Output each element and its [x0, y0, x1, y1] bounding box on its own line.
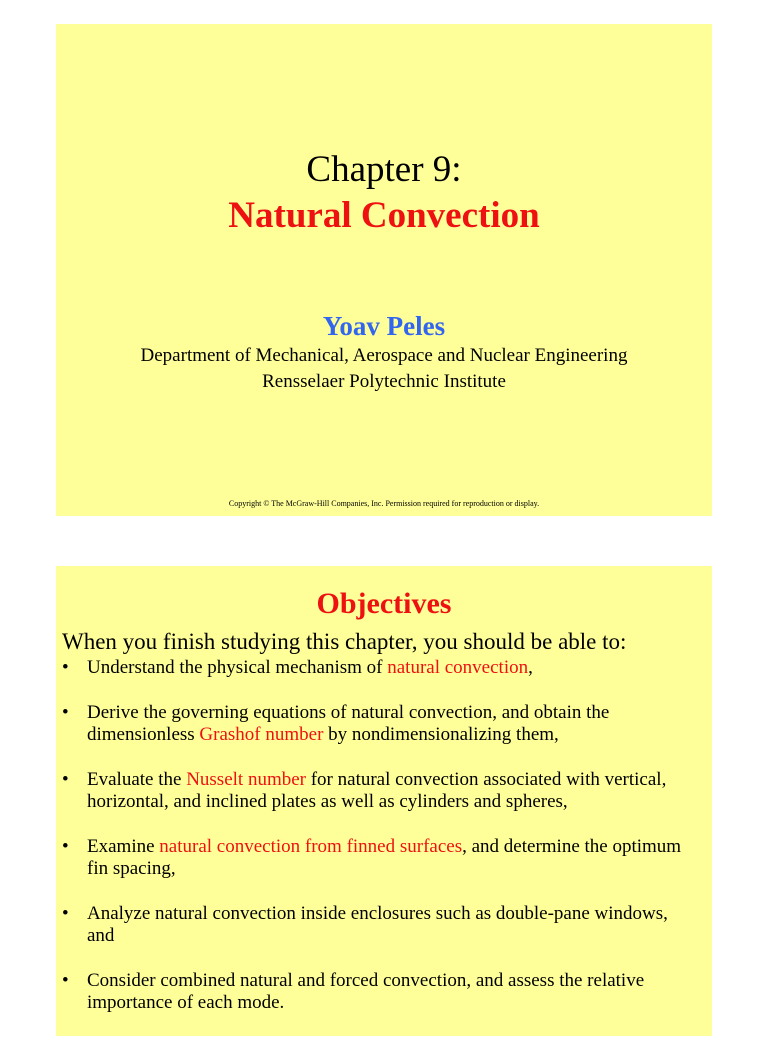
objective-text: Examine [87, 836, 160, 857]
chapter-number: Chapter 9: [306, 149, 462, 190]
objectives-slide [56, 566, 712, 1036]
copyright-notice: Copyright © The McGraw-Hill Companies, Inc. Permission required for reproduction or display. [228, 499, 540, 508]
objective-text: Analyze natural convection inside enclosures such as double-pane windows, and [87, 903, 668, 946]
objective-highlight: natural convection [387, 657, 529, 678]
objective-highlight: Grashof number [199, 724, 324, 745]
objectives-intro: When you finish studying this chapter, you should be able to: [62, 629, 627, 654]
objective-text: Derive the governing equations of natural convection, and obtain the dimensionless [87, 702, 610, 745]
objective-highlight: Nusselt number [186, 769, 306, 790]
objective-item [56, 970, 712, 1014]
objective-item [56, 702, 712, 746]
bullet-icon: • [62, 903, 69, 924]
objectives-list [56, 657, 712, 1037]
objective-text-end: for natural convection associated with vertical, horizontal, and inclined plates as well as cylinders and spheres, [87, 769, 667, 812]
objective-item [56, 903, 712, 947]
bullet-icon: • [62, 836, 69, 857]
objective-highlight: natural convection from finned surfaces [159, 836, 463, 857]
objective-text: Evaluate the [87, 769, 187, 790]
objective-text-end: by nondimensionalizing them, [323, 724, 559, 745]
objective-text: Understand the physical mechanism of [87, 657, 388, 678]
objective-item [56, 836, 712, 880]
bullet-icon: • [62, 970, 69, 991]
objective-item [56, 769, 712, 813]
chapter-title: Natural Convection [228, 195, 540, 236]
author-name: Yoav Peles [322, 311, 446, 341]
objective-item [56, 657, 712, 679]
institution-name: Rensselaer Polytechnic Institute [262, 371, 506, 392]
title-slide [56, 24, 712, 516]
objectives-title: Objectives [316, 587, 452, 620]
objective-text-end: , [528, 657, 533, 678]
bullet-icon: • [62, 702, 69, 723]
department-name: Department of Mechanical, Aerospace and Nuclear Engineering [140, 345, 628, 366]
objective-text: Consider combined natural and forced convection, and assess the relative importance of each mode. [87, 970, 645, 1013]
objective-text-end: , and determine the optimum fin spacing, [87, 836, 682, 879]
bullet-icon: • [62, 657, 69, 678]
bullet-icon: • [62, 769, 69, 790]
